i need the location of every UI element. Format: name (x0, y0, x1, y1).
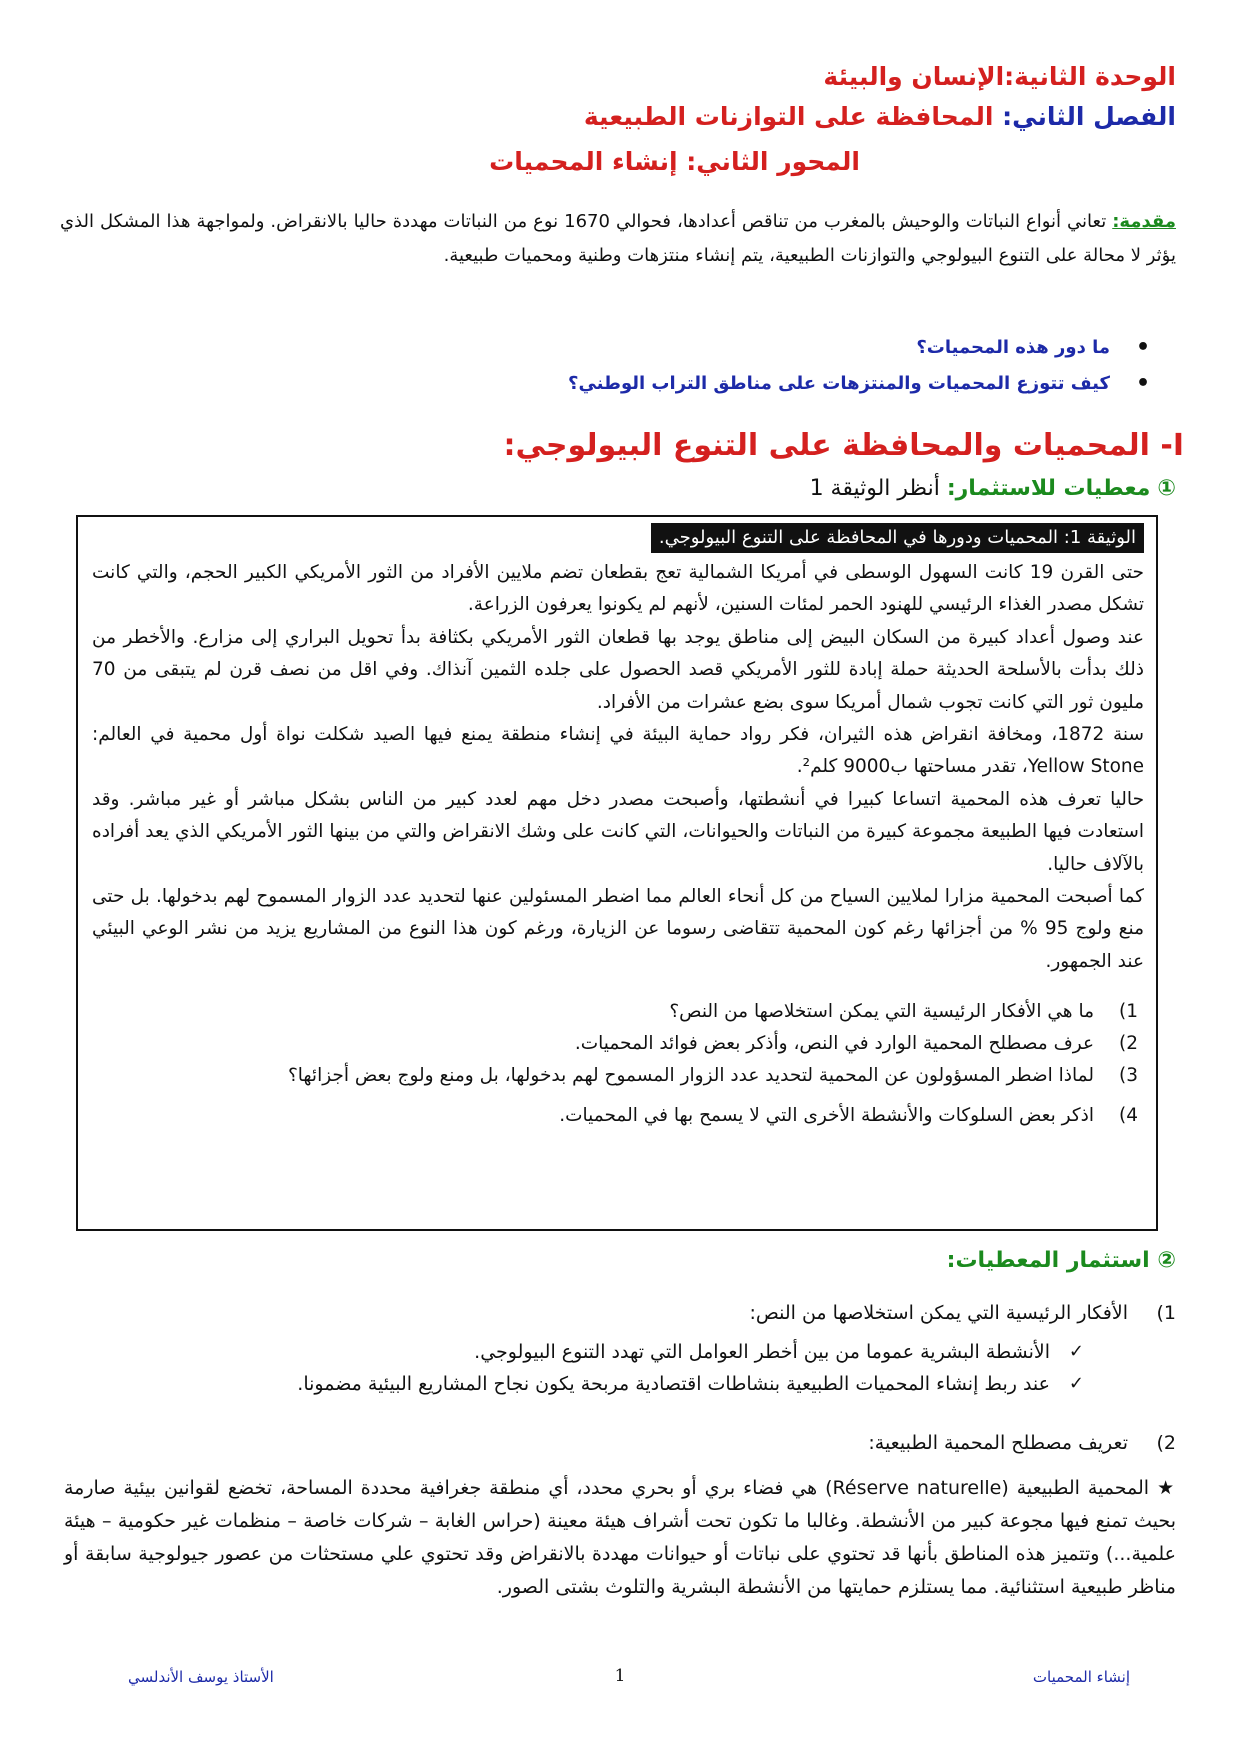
document-1-box (76, 515, 1158, 1231)
document-paragraph: حتى القرن 19 كانت السهول الوسطى في أمريكا الشمالية تعج بقطعان تضم ملايين الأفراد من الثور الأمريكي الكبير الحجم، والتي كانت تشكل مصدر الغذاء الرئيسي للهنود الحمر لمئات السنين، لأنهم لم يكونوا يعرفون الزراعة. (92, 562, 1144, 616)
document-question (92, 1060, 1144, 1092)
subsection-1-label: معطيات للاستثمار: (946, 476, 1151, 501)
question-text: عرف مصطلح المحمية الوارد في النص، وأذكر بعض فوائد المحميات. (574, 1033, 1094, 1055)
subsection-2-heading (947, 1248, 1176, 1273)
intro-label: مقدمة: (1112, 211, 1176, 232)
question-number: 3) (1119, 1065, 1138, 1087)
question-number: 4) (1119, 1105, 1138, 1127)
answer-number: 1) (1156, 1302, 1176, 1324)
answer-text: الأفكار الرئيسية التي يمكن استخلاصها من النص: (749, 1302, 1128, 1324)
answer-text: تعريف مصطلح المحمية الطبيعية: (868, 1432, 1128, 1454)
subsection-2-label: استثمار المعطيات: (946, 1248, 1150, 1273)
page-number: 1 (614, 1666, 626, 1686)
question-number: 2) (1119, 1033, 1138, 1055)
question-number: 1) (1119, 1001, 1138, 1023)
document-paragraph: حاليا تعرف هذه المحمية اتساعا كبيرا في أنشطتها، وأصبحت مصدر دخل مهم لعدد كبير من الناس بشكل مباشر أو غير مباشر. وقد استعادت فيها الطبيعة مجموعة كبيرة من النباتات والحيوانات، التي كانت على وشك الانقراض والتي من بينها الثور الأمريكي الذي يعد أفراده بالآلاف حاليا. (92, 788, 1144, 875)
guiding-question: • ما دور هذه المحميات؟ (568, 330, 1150, 366)
check-point: ✓ عند ربط إنشاء المحميات الطبيعية بنشاطات اقتصادية مربحة يكون نجاح المشاريع البيئية مضمونا. (66, 1368, 1176, 1400)
document-questions (92, 996, 1144, 1132)
document-paragraph: كما أصبحت المحمية مزارا لملايين السياح من كل أنحاء العالم مما اضطر المسئولين عنها لتحديد عدد الزوار المسموح لهم بدخولها. بل حتى منع ولوج 95 % من أجزائها رغم كون المحمية تتقاضى رسوما عن الزيارة، ورغم كون هذا النوع من المشاريع يزيد من نشر الوعي البيئي عند الجمهور. (92, 886, 1145, 972)
section-1-title: I- المحميات والمحافظة على التنوع البيولوجي: (503, 428, 1184, 463)
question-text: اذكر بعض السلوكات والأنشطة الأخرى التي لا يسمح بها في المحميات. (559, 1105, 1094, 1127)
definition-text: المحمية الطبيعية (Réserve naturelle) هي فضاء بري أو بحري محدد، أي منطقة جغرافية محددة المساحة، تخضع لقوانين بيئية صارمة بحيث تمنع فيها مجوعة كبير من الأنشطة. وغالبا ما تكون تحت أشراف هيئة معينة (حراس الغابة – شركات خاصة – منظمات غير حكومية – هيئة علمية...) وتتميز هذه المناطق بأنها قد تحتوي على نباتات أو حيوانات مهددة بالانقراض وقد تحتوي علي مستحثات من عصور جيولوجية سابقة أو مناظر طبيعية استثنائية. مما يستلزم حمايتها من الأنشطة البشرية والتلوث بشتى الصور. (64, 1477, 1176, 1598)
document-question (92, 996, 1144, 1028)
footer-lesson-title: إنشاء المحميات (1032, 1668, 1130, 1686)
star-icon: ★ (1157, 1477, 1176, 1499)
circled-number-1: ① (1157, 476, 1176, 501)
circled-number-2: ② (1157, 1248, 1176, 1273)
question-text: لماذا اضطر المسؤولون عن المحمية لتحديد عدد الزوار المسموح لهم بدخولها، بل ومنع ولوج بعض أجزائها؟ (287, 1065, 1094, 1087)
document-question (92, 1028, 1144, 1060)
axis-title (489, 147, 860, 176)
reserve-definition (64, 1472, 1176, 1604)
guiding-questions (568, 330, 1150, 402)
axis-name: إنشاء المحميات (489, 147, 687, 176)
answer-2-heading (868, 1428, 1176, 1458)
chapter-label: الفصل الثاني: (1002, 102, 1176, 131)
axis-label: المحور الثاني: (686, 147, 860, 176)
document-paragraph: عند وصول أعداد كبيرة من السكان البيض إلى مناطق يوجد بها قطعان الثور الأمريكي بكثافة بدأ تحويل البراري إلى مزارع. والأخطر من ذلك بدأت بالأسلحة الحديثة حملة إبادة للثور الأمريكي قصد الحصول على جلده الثمين آنذاك. وفي اقل من نصف قرن لم يتبقى من 70 مليون ثور التي كانت تجوب شمال أمريكا سوى بضع عشرات من الأفراد. (92, 626, 1144, 713)
document-paragraph: سنة 1872، ومخافة انقراض هذه الثيران، فكر رواد حماية البيئة في إنشاء منطقة يمنع فيها الصيد شكلت نواة أول محمية في العالم: Yellow Stone، تقدر مساحتها ب9000 كلم². (92, 724, 1144, 778)
intro-text: تعاني أنواع النباتات والوحيش بالمغرب من تناقص أعدادها، فحوالي 1670 نوع من النباتات مهددة حاليا بالانقراض. ولمواجهة هذا المشكل الذي يؤثر لا محالة على التنوع البيولوجي والتوازنات الطبيعية، يتم إنشاء منتزهات وطنية ومحميات طبيعية. (60, 211, 1176, 266)
document-1-title: الوثيقة 1: المحميات ودورها في المحافظة على التنوع البيولوجي. (651, 523, 1144, 553)
chapter-name: المحافظة على التوازنات الطبيعية (583, 102, 1003, 131)
question-text: ما هي الأفكار الرئيسية التي يمكن استخلاصها من النص؟ (669, 1001, 1094, 1023)
answer-1 (66, 1298, 1176, 1400)
document-1-text (92, 557, 1144, 978)
chapter-title (584, 102, 1176, 131)
unit-title: الوحدة الثانية:الإنسان والبيئة (823, 62, 1176, 91)
check-point: ✓ الأنشطة البشرية عموما من بين أخطر العوامل التي تهدد التنوع البيولوجي. (66, 1336, 1176, 1368)
subsection-1-ref: أنظر الوثيقة 1 (809, 476, 947, 501)
answer-1-points (66, 1336, 1176, 1400)
guiding-question: • كيف تتوزع المحميات والمنتزهات على مناطق التراب الوطني؟ (568, 366, 1150, 402)
document-question (92, 1100, 1144, 1132)
answer-1-heading (66, 1298, 1176, 1328)
subsection-1-heading (810, 476, 1176, 501)
footer-author: الأستاذ يوسف الأندلسي (128, 1668, 274, 1686)
introduction (60, 205, 1176, 273)
answer-number: 2) (1156, 1432, 1176, 1454)
